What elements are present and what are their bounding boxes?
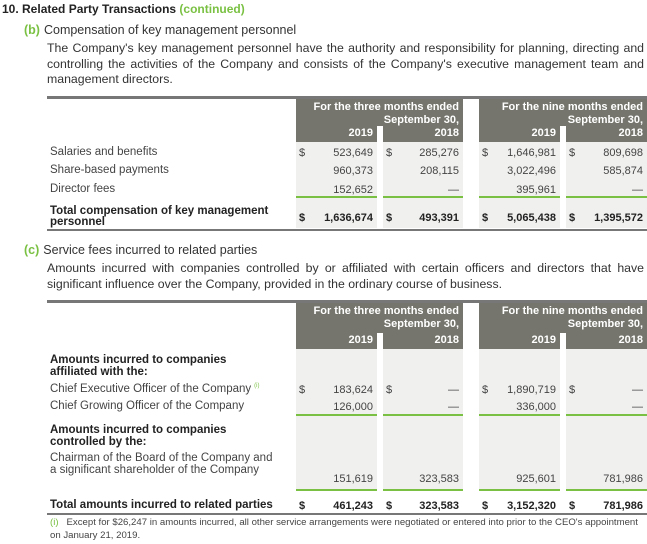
period-subheader: September 30, — [567, 114, 643, 126]
cell-value: 1,890,719 — [507, 384, 556, 396]
cell-value: 395,961 — [516, 184, 556, 196]
cell-value: 323,583 — [419, 500, 459, 512]
cell-value: 5,065,438 — [507, 212, 556, 224]
currency-symbol: $ — [386, 147, 393, 159]
cell-value: 1,646,981 — [507, 147, 556, 159]
row-label: Salaries and benefits — [50, 146, 158, 158]
period-header: For the three months ended — [313, 101, 459, 113]
subtotal-rule — [296, 196, 377, 198]
subtotal-rule — [383, 414, 463, 416]
subtotal-rule — [566, 489, 647, 491]
currency-symbol: $ — [482, 384, 489, 396]
total-label: Total amounts incurred to related parties — [50, 499, 273, 511]
cell-value: — — [448, 184, 459, 196]
table-bottom-rule — [47, 229, 647, 231]
cell-value: 3,152,320 — [507, 500, 556, 512]
cell-value: 183,624 — [333, 384, 373, 396]
period-subheader: September 30, — [383, 318, 459, 330]
group-label: Amounts incurred to companies controlled by the: — [50, 424, 227, 448]
subtotal-rule — [383, 196, 463, 198]
subsection-b-heading: (b) Compensation of key management personnel — [24, 23, 297, 37]
year-header: 2019 — [531, 127, 556, 139]
currency-symbol: $ — [299, 500, 306, 512]
footnote: (i) Except for $26,247 in amounts incurred, all other service arrangements were negotiated or entered into prior to the CEO's appointment on January 21, 2019. — [50, 517, 638, 541]
row-label: Share-based payments — [50, 164, 169, 176]
row-label — [50, 400, 244, 412]
body-column — [383, 349, 463, 490]
year-header: 2018 — [618, 334, 643, 346]
subtotal-rule — [479, 414, 560, 416]
row-label-text: Chief Executive Officer of the Company — [50, 383, 252, 395]
cell-value: — — [448, 384, 459, 396]
row-label: Chairman of the Board of the Company and a significant shareholder of the Company — [50, 452, 273, 476]
subtotal-rule — [383, 489, 463, 491]
year-header: 2018 — [434, 334, 459, 346]
cell-value: — — [448, 401, 459, 413]
period-header: For the three months ended — [313, 305, 459, 317]
body-column — [296, 349, 377, 490]
table-bottom-rule — [47, 513, 647, 515]
subtotal-rule — [566, 414, 647, 416]
year-header: 2019 — [348, 127, 373, 139]
subtotal-rule — [479, 489, 560, 491]
cell-value: 323,583 — [419, 473, 459, 485]
currency-symbol: $ — [386, 212, 393, 224]
subtotal-rule — [296, 414, 377, 416]
cell-value: 781,986 — [603, 500, 643, 512]
cell-value: — — [632, 401, 643, 413]
cell-value: 925,601 — [516, 473, 556, 485]
row-label — [50, 383, 259, 395]
subsection-c-heading: (c) Service fees incurred to related parties — [24, 243, 258, 257]
cell-value: 152,652 — [333, 184, 373, 196]
body-column — [566, 349, 647, 490]
cell-value: 336,000 — [516, 401, 556, 413]
cell-value: — — [632, 384, 643, 396]
year-header: 2019 — [348, 334, 373, 346]
currency-symbol: $ — [569, 147, 576, 159]
cell-value: 151,619 — [333, 473, 373, 485]
cell-value: 523,649 — [333, 147, 373, 159]
total-label: Total compensation of key management personnel — [50, 205, 269, 228]
cell-value: 960,373 — [333, 165, 373, 177]
cell-value: 285,276 — [419, 147, 459, 159]
currency-symbol: $ — [386, 500, 393, 512]
cell-value: 809,698 — [603, 147, 643, 159]
body-column — [479, 349, 560, 490]
cell-value: 585,874 — [603, 165, 643, 177]
year-header: 2018 — [618, 127, 643, 139]
period-subheader: September 30, — [567, 318, 643, 330]
subsection-c-paragraph: Amounts incurred with companies controlled by or affiliated with certain officers and directors that have significant influence over the Company, provided in the ordinary course of business. — [47, 261, 644, 291]
currency-symbol: $ — [386, 384, 393, 396]
cell-value: 493,391 — [419, 212, 459, 224]
subtotal-rule — [566, 196, 647, 198]
group-label: Amounts incurred to companies affiliated with the: — [50, 354, 227, 378]
year-header: 2019 — [531, 334, 556, 346]
period-subheader: September 30, — [383, 114, 459, 126]
subtotal-rule — [296, 489, 377, 491]
cell-value: 1,636,674 — [324, 212, 373, 224]
currency-symbol: $ — [569, 384, 576, 396]
currency-symbol: $ — [299, 147, 306, 159]
year-header: 2018 — [434, 127, 459, 139]
section-title: 10. Related Party Transactions (continued) — [2, 2, 245, 16]
cell-value: 461,243 — [333, 500, 373, 512]
currency-symbol: $ — [299, 384, 306, 396]
currency-symbol: $ — [299, 212, 306, 224]
row-label: Director fees — [50, 183, 116, 195]
cell-value: 3,022,496 — [507, 165, 556, 177]
cell-value: 208,115 — [420, 165, 459, 177]
subsection-b-paragraph: The Company's key management personnel have the authority and responsibility for planning, directing and controlling the activities of the Company and consists of the Company's executive management team and management directors. — [47, 41, 644, 86]
currency-symbol: $ — [482, 500, 489, 512]
currency-symbol: $ — [569, 500, 576, 512]
period-header: For the nine months ended — [501, 305, 643, 317]
currency-symbol: $ — [482, 212, 489, 224]
row-label-text: Chief Growing Officer of the Company — [50, 400, 245, 412]
currency-symbol: $ — [569, 212, 576, 224]
currency-symbol: $ — [482, 147, 489, 159]
cell-value: 126,000 — [333, 401, 373, 413]
period-header: For the nine months ended — [501, 101, 643, 113]
cell-value: 1,395,572 — [594, 212, 643, 224]
subtotal-rule — [479, 196, 560, 198]
footnote-marker: (i) — [254, 383, 260, 390]
cell-value: — — [632, 184, 643, 196]
cell-value: 781,986 — [603, 473, 643, 485]
